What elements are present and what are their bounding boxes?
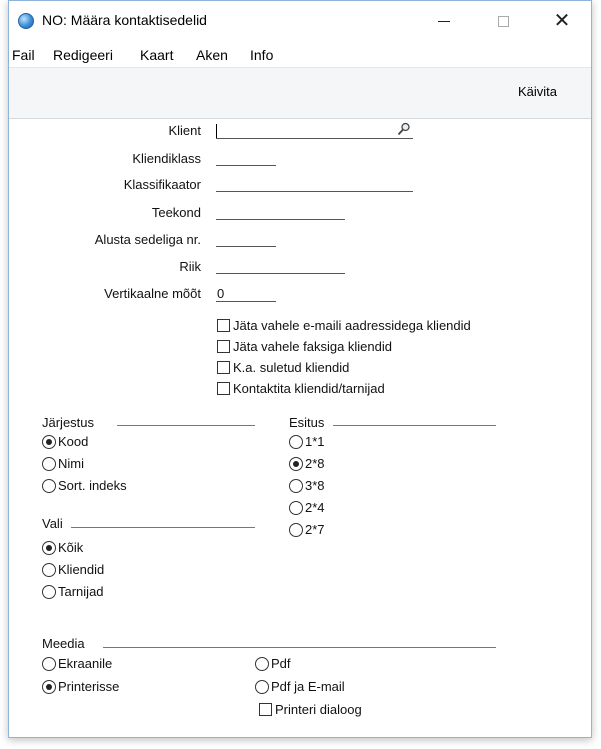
vali-group-title: Vali (42, 516, 63, 531)
vertikaalne-field[interactable]: 0 (216, 287, 276, 302)
esitus-option-1x1[interactable]: 1*1 (289, 434, 325, 449)
radio-unselected[interactable] (42, 479, 56, 493)
radio-unselected[interactable] (42, 585, 56, 599)
jarjestus-option-kood[interactable]: Kood (42, 434, 88, 449)
skip-fax-checkbox[interactable]: Jäta vahele faksiga kliendid (217, 339, 392, 354)
radio-unselected[interactable] (42, 657, 56, 671)
klassifikaator-label: Klassifikaator (123, 177, 201, 192)
include-closed-checkbox[interactable]: K.a. suletud kliendid (217, 360, 349, 375)
klient-label: Klient (168, 123, 201, 138)
riik-field[interactable] (216, 259, 345, 274)
minimize-icon (438, 21, 450, 22)
meedia-option-pdf[interactable]: Pdf (255, 656, 291, 671)
esitus-option-2x4[interactable]: 2*4 (289, 500, 325, 515)
vali-option-kliendid[interactable]: Kliendid (42, 562, 104, 577)
radio-unselected[interactable] (289, 523, 303, 537)
vali-option-tarnijad[interactable]: Tarnijad (42, 584, 104, 599)
checkbox-box[interactable] (259, 703, 272, 716)
radio-unselected[interactable] (289, 479, 303, 493)
form-area (9, 119, 591, 739)
checkbox-box[interactable] (217, 340, 230, 353)
lookup-icon[interactable] (397, 122, 411, 136)
jarjestus-option-nimi[interactable]: Nimi (42, 456, 84, 471)
radio-unselected[interactable] (255, 657, 269, 671)
checkbox-box[interactable] (217, 382, 230, 395)
close-button[interactable] (539, 7, 585, 35)
radio-unselected[interactable] (255, 680, 269, 694)
esitus-option-3x8[interactable]: 3*8 (289, 478, 325, 493)
menu-bar (9, 41, 591, 67)
alusta-label: Alusta sedeliga nr. (94, 232, 201, 247)
group-divider (333, 425, 496, 426)
meedia-option-printerisse[interactable]: Printerisse (42, 679, 119, 694)
menu-kaart[interactable]: Kaart (140, 47, 174, 63)
radio-unselected[interactable] (42, 563, 56, 577)
radio-unselected[interactable] (42, 457, 56, 471)
jarjestus-option-sort[interactable]: Sort. indeks (42, 478, 127, 493)
radio-selected[interactable] (42, 541, 56, 555)
radio-unselected[interactable] (289, 501, 303, 515)
klassifikaator-field[interactable] (216, 177, 413, 192)
radio-selected[interactable] (42, 680, 56, 694)
vali-option-koik[interactable]: Kõik (42, 540, 83, 555)
alusta-field[interactable] (216, 232, 276, 247)
text-cursor (216, 124, 217, 138)
meedia-option-pdf-email[interactable]: Pdf ja E-mail (255, 679, 345, 694)
menu-info[interactable]: Info (250, 47, 274, 63)
menu-aken[interactable]: Aken (196, 47, 228, 63)
title-bar[interactable] (9, 1, 591, 41)
maximize-icon (498, 16, 509, 27)
checkbox-box[interactable] (217, 319, 230, 332)
group-divider (103, 647, 496, 648)
window-title: NO: Määra kontaktisedelid (42, 12, 207, 28)
radio-selected[interactable] (289, 457, 303, 471)
meedia-option-ekraanile[interactable]: Ekraanile (42, 656, 112, 671)
report-window (8, 0, 592, 738)
no-contact-checkbox[interactable]: Kontaktita kliendid/tarnijad (217, 381, 385, 396)
skip-email-checkbox[interactable]: Jäta vahele e-maili aadressidega kliendid (217, 318, 471, 333)
close-icon: ✕ (553, 10, 571, 32)
esitus-option-2x7[interactable]: 2*7 (289, 522, 325, 537)
app-icon (18, 13, 34, 29)
group-divider (117, 425, 255, 426)
menu-fail[interactable]: Fail (12, 47, 35, 63)
kliendiklass-label: Kliendiklass (132, 151, 201, 166)
printer-dialog-checkbox[interactable]: Printeri dialoog (259, 702, 362, 717)
kliendiklass-field[interactable] (216, 151, 276, 166)
group-divider (71, 527, 255, 528)
run-button[interactable]: Käivita (517, 84, 557, 99)
teekond-label: Teekond (151, 205, 201, 220)
meedia-group-title: Meedia (42, 636, 85, 651)
minimize-button[interactable] (421, 7, 467, 35)
esitus-group-title: Esitus (289, 415, 325, 430)
riik-label: Riik (179, 259, 201, 274)
radio-selected[interactable] (42, 435, 56, 449)
jarjestus-group-title: Järjestus (42, 415, 95, 430)
toolbar (9, 67, 591, 119)
checkbox-box[interactable] (217, 361, 230, 374)
vertikaalne-label: Vertikaalne mõõt (104, 286, 201, 301)
klient-field[interactable] (216, 124, 413, 139)
maximize-button[interactable] (481, 7, 527, 35)
esitus-option-2x8[interactable]: 2*8 (289, 456, 325, 471)
radio-unselected[interactable] (289, 435, 303, 449)
teekond-field[interactable] (216, 205, 345, 220)
menu-redigeeri[interactable]: Redigeeri (53, 47, 113, 63)
